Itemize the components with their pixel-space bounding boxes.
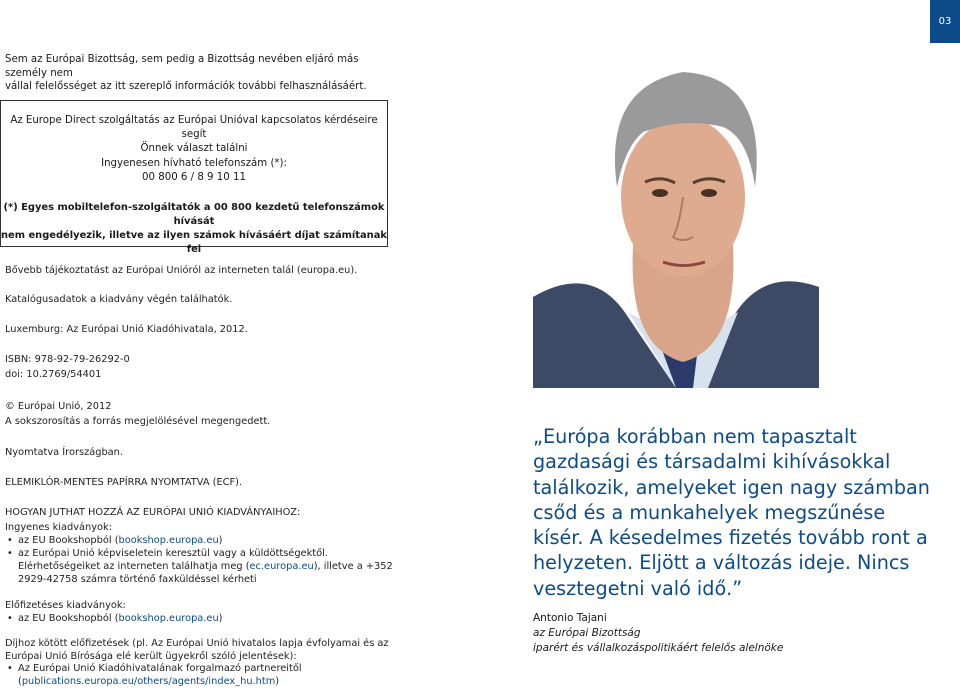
quote-line: kísér. A késedelmes fizetés tovább ront a [533,526,928,550]
obtain-heading: HOGYAN JUTHAT HOZZÁ AZ EURÓPAI UNIÓ KIADVÁNYAIHOZ: [5,507,301,518]
subscription-label: Előfizetéses kiadványok: [5,600,126,611]
item-text: 2929-42758 számra történő faxküldéssel kérheti [18,574,257,585]
bookshop-link[interactable]: bookshop.europa.eu [118,535,219,546]
publications-link[interactable]: publications.europa.eu/others/agents/index_hu.htm [21,676,276,687]
author-role: az Európai Bizottság [533,627,641,639]
item-text: • az Európai Unió képviseletein keresztül vagy a küldöttségektől. [18,548,328,559]
paper-text: ELEMIKLÓR-MENTES PAPÍRRA NYOMTATVA (ECF). [5,477,243,488]
page-number: 03 [930,0,960,43]
box-intro [1,114,387,156]
box-phone [1,157,387,185]
free-list [5,534,393,586]
item-text: Elérhetőségeiket az interneten találhatja meg ( [18,561,250,572]
doi-text: doi: 10.2769/54401 [5,369,102,380]
item-text: ( [18,676,22,687]
paid-line: Díjhoz kötött előfizetések (pl. Az Európai Unió hivatalos lapja évfolyamai és az [5,638,389,649]
publisher-text: Luxemburg: Az Európai Unió Kiadóhivatala, 2012. [5,324,248,335]
printed-text: Nyomtatva Írországban. [5,447,124,458]
free-label: Ingyenes kiadványok: [5,522,112,533]
quote-attribution [533,611,783,656]
paid-list [5,662,302,688]
box-note [1,201,387,257]
item-text: ) [218,535,223,546]
quote-line: „Európa korábban nem tapasztalt [533,425,857,448]
box-line: Önnek választ találni [140,143,248,154]
copyright-text: © Európai Unió, 2012 [5,401,112,412]
author-role: iparért és vállalkozáspolitikáért felelős alelnöke [533,642,784,654]
author-name: Antonio Tajani [533,612,607,624]
item-text: • Az Európai Unió Kiadóhivatalának forgalmazó partnereitől [18,663,302,674]
disclaimer [5,53,390,94]
more-info-text: Bővebb tájékoztatást az Európai Unióról az interneten talál (europa.eu). [5,265,358,276]
phone-number: 00 800 6 / 8 9 10 11 [142,172,246,183]
quote-line: gazdasági és társadalmi kihívásokkal [533,450,891,474]
box-line: Ingyenesen hívható telefonszám (*): [101,158,287,169]
quote-line: találkozik, amelyeket igen nagy számban [533,475,930,499]
box-line: Az Europe Direct szolgáltatás az Európai Unióval kapcsolatos kérdéseire segít [10,115,378,140]
quote-line: helyzeten. Eljött a változás ideje. Nincs [533,551,910,575]
bookshop-link[interactable]: bookshop.europa.eu [118,613,219,624]
pull-quote [533,424,933,601]
list-item [5,612,222,625]
quote-line: csőd és a munkahelyek megszűnése [533,500,886,524]
portrait-photo [533,47,819,388]
list-item [5,662,302,688]
item-text: ) [275,676,280,687]
ec-europa-link[interactable]: ec.europa.eu [249,561,314,572]
reproduction-text: A sokszorosítás a forrás megjelölésével megengedett. [5,416,271,427]
list-item [5,534,393,547]
disclaimer-line: vállal felelősséget az itt szereplő információk további felhasználásáért. [5,81,367,92]
paid-line: Európai Unió Bírósága elé került ügyekről szóló jelentések): [5,651,297,662]
subscription-list [5,612,222,625]
europe-direct-box [0,100,388,255]
item-text: ), illetve a +352 [313,561,393,572]
item-text: ) [218,613,223,624]
box-line: nem engedélyezik, illetve az ilyen számok hívásáért díjat számítanak fel [1,230,387,255]
box-line: (*) Egyes mobiltelefon-szolgáltatók a 00 800 kezdetű telefonszámok hívását [3,202,385,227]
item-text: az EU Bookshopból ( [18,613,119,624]
item-text: az EU Bookshopból ( [18,535,119,546]
catalog-text: Katalógusadatok a kiadvány végén találhatók. [5,294,233,305]
disclaimer-line: Sem az Európai Bizottság, sem pedig a Bizottság nevében eljáró más személy nem [5,54,359,79]
list-item [5,547,393,586]
quote-line: vesztegetni való idő.” [533,576,743,600]
isbn-text: ISBN: 978-92-79-26292-0 [5,354,130,365]
